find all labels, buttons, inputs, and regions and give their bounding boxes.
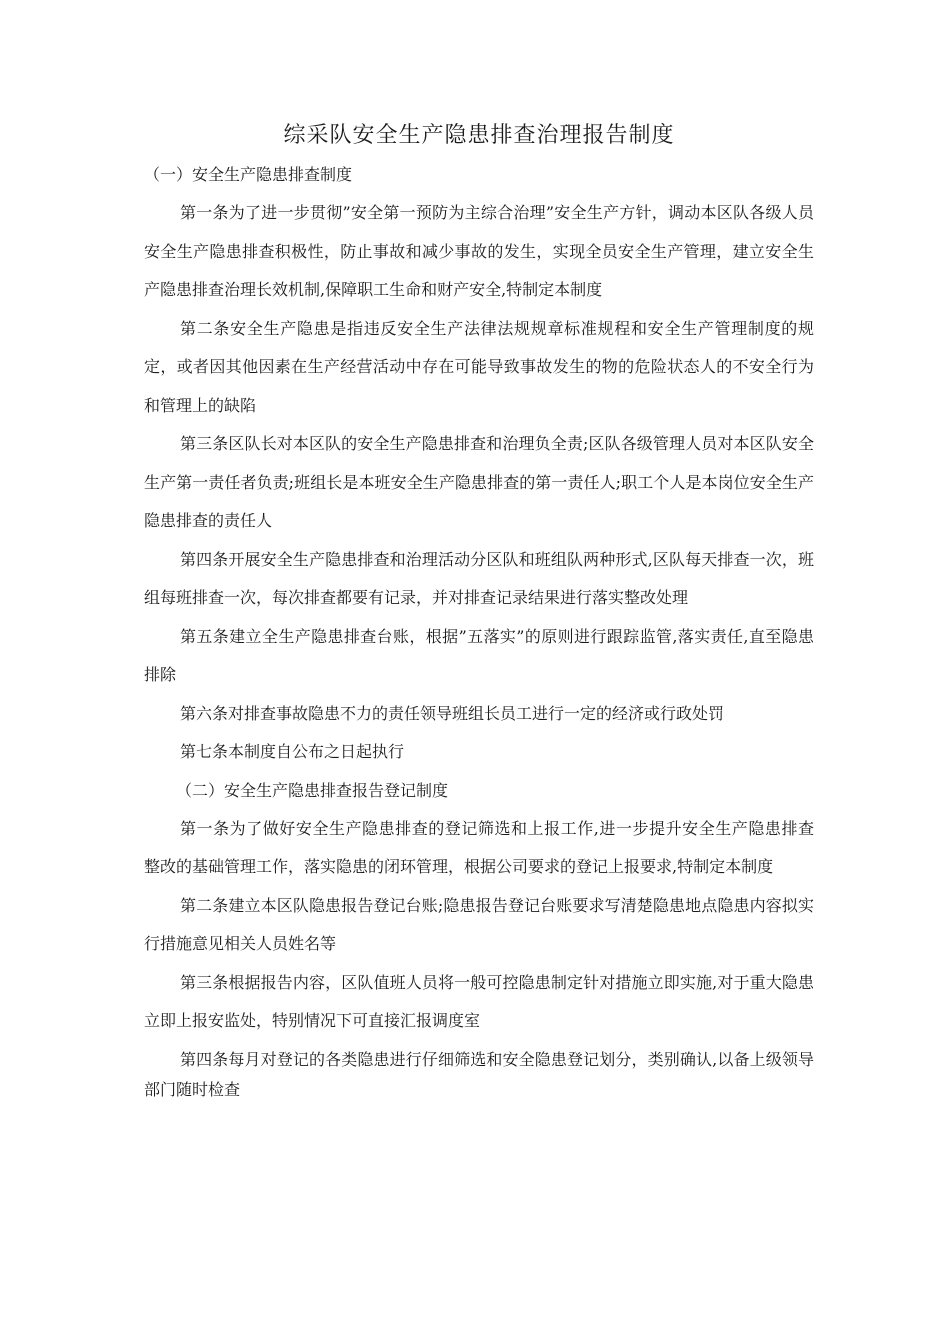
article-paragraph: 第六条对排查事故隐患不力的责任领导班组长员工进行一定的经济或行政处罚	[180, 703, 725, 723]
article-paragraph: 第一条为了进一步贯彻”安全第一预防为主综合治理”安全生产方针，调动本区队各级人员安全生产隐患排查积极性，防止事故和减少事故的发生，实现全员安全生产管理，建立安全生产隐患排查治理长效机制,保障职工生命和财产安全,特制定本制度	[144, 203, 814, 299]
article-paragraph: 第四条每月对登记的各类隐患进行仔细筛选和安全隐患登记划分，类别确认,以备上级领导部门随时检查	[144, 1049, 814, 1099]
section-heading: （二）安全生产隐患排查报告登记制度	[176, 780, 449, 800]
article-paragraph: 第三条区队长对本区队的安全生产隐患排查和治理负全责;区队各级管理人员对本区队安全生产第一责任者负责;班组长是本班安全生产隐患排查的第一责任人;职工个人是本岗位安全生产隐患排查的责任人	[144, 434, 814, 530]
article-paragraph: 第四条开展安全生产隐患排查和治理活动分区队和班组队两种形式,区队每天排查一次，班组每班排查一次，每次排查都要有记录，并对排查记录结果进行落实整改处理	[144, 549, 814, 607]
document-title: 综采队安全生产隐患排查治理报告制度	[283, 123, 675, 148]
section-heading: （一）安全生产隐患排查制度	[144, 165, 353, 184]
section-1	[144, 156, 814, 772]
article-paragraph: 第三条根据报告内容，区队值班人员将一般可控隐患制定针对措施立即实施,对于重大隐患立即上报安监处，特别情况下可直接汇报调度室	[144, 972, 814, 1030]
article-paragraph: 第二条建立本区队隐患报告登记台账;隐患报告登记台账要求写清楚隐患地点隐患内容拟实行措施意见相关人员姓名等	[144, 895, 814, 953]
article-paragraph: 第七条本制度自公布之日起执行	[180, 742, 405, 761]
article-paragraph: 第一条为了做好安全生产隐患排查的登记筛选和上报工作,进一步提升安全生产隐患排查 整改的基础管理工作，落实隐患的闭环管理，根据公司要求的登记上报要求,特制定本制度	[144, 818, 814, 876]
article-paragraph: 第五条建立全生产隐患排查台账，根据”五落实”的原则进行跟踪监管,落实责任,直至隐患排除	[144, 626, 814, 684]
section-2	[144, 772, 814, 1105]
article-paragraph: 第二条安全生产隐患是指违反安全生产法律法规规章标准规程和安全生产管理制度的规定，或者因其他因素在生产经营活动中存在可能导致事故发生的物的危险状态人的不安全行为和管理上的缺陷	[144, 318, 814, 415]
document-page	[144, 118, 814, 1105]
